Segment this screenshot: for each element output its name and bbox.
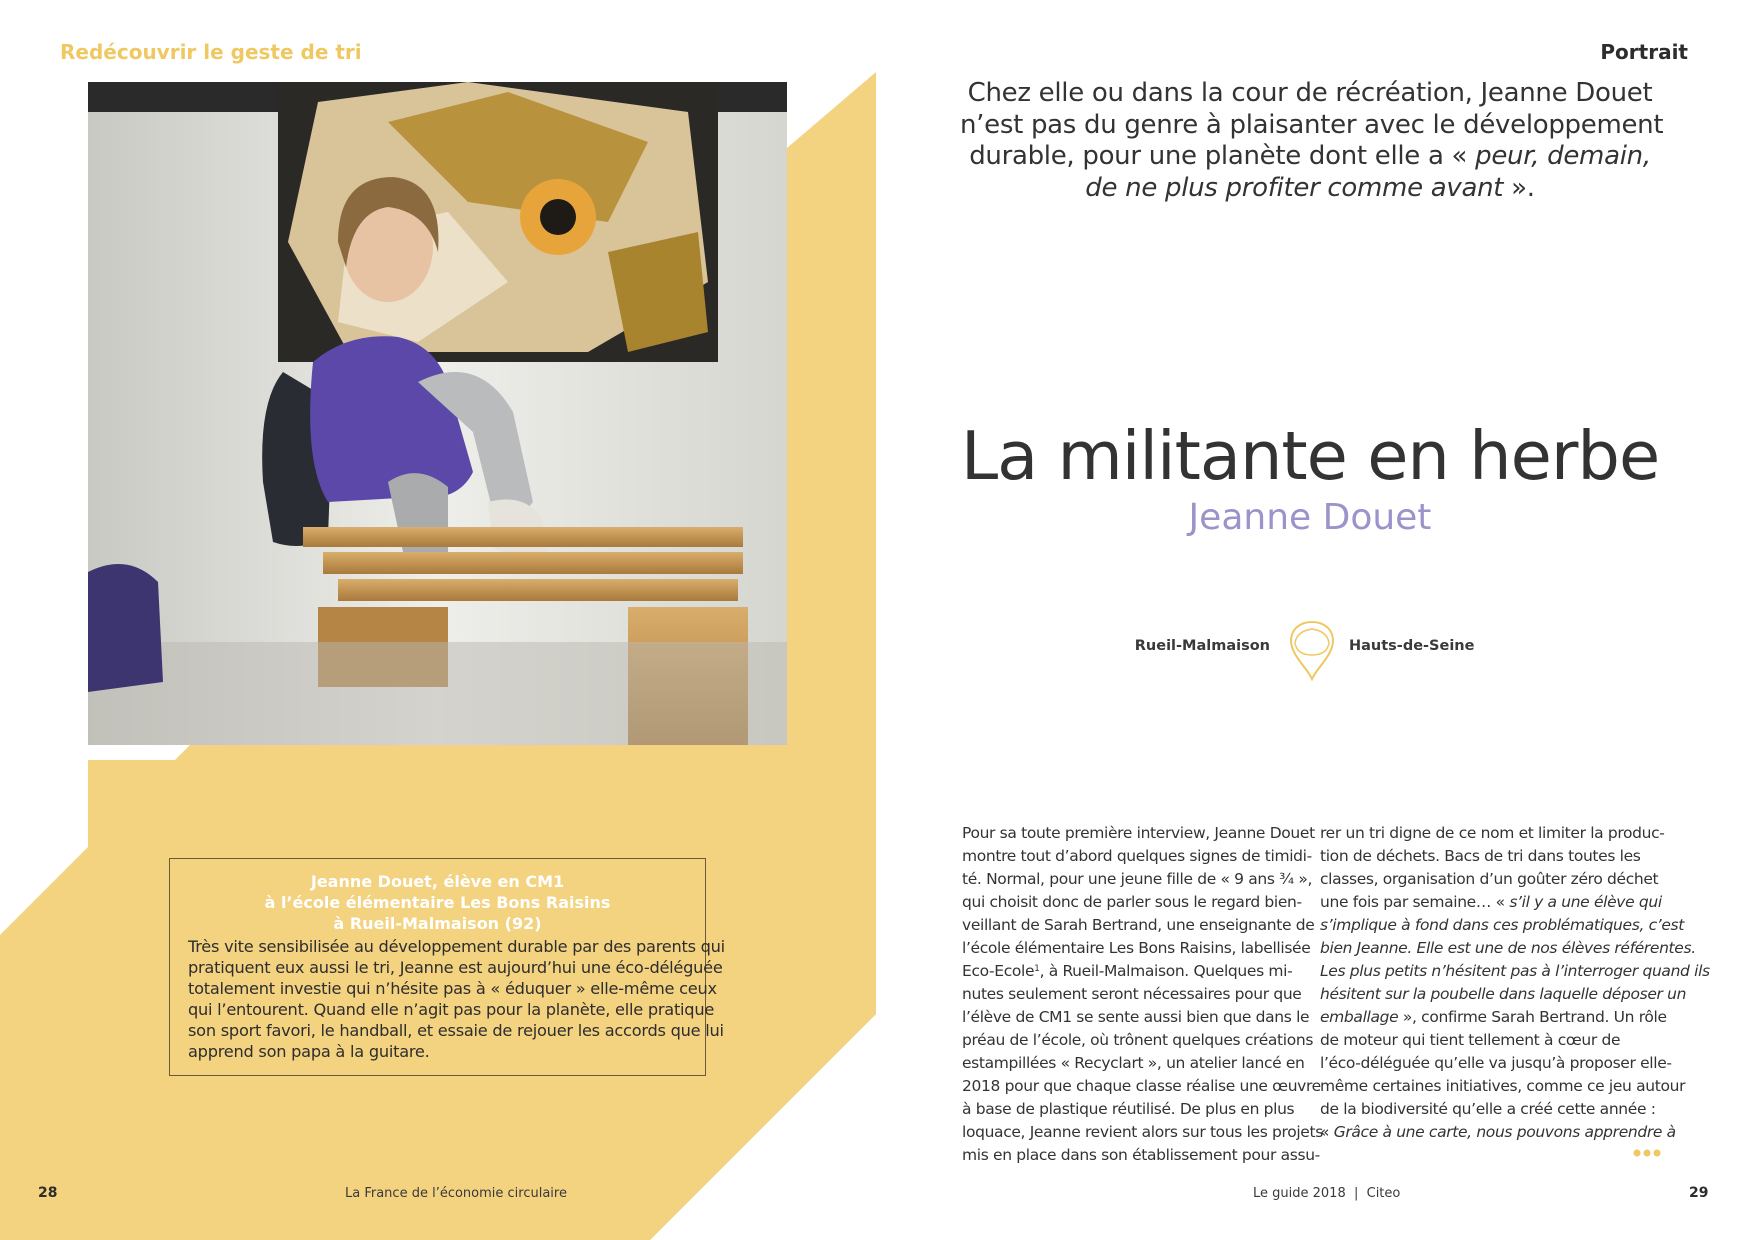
- article-line: Les plus petits n’hésitent pas à l’interroger quand ils: [1320, 962, 1710, 980]
- article-line: hésitent sur la poubelle dans laquelle déposer un: [1320, 985, 1687, 1003]
- article-text: », confirme Sarah Bertrand. Un rôle: [1398, 1008, 1667, 1026]
- subject-name: Jeanne Douet: [1188, 497, 1432, 538]
- caption-line: qui l’entourent. Quand elle n’agit pas pour la planète, elle pratique: [188, 1000, 715, 1019]
- article-line: rer un tri digne de ce nom et limiter la produc-: [1320, 824, 1665, 842]
- article-line: mis en place dans son établissement pour assu-: [962, 1146, 1320, 1164]
- article-line: s’implique à fond dans ces problématiques, c’est: [1320, 916, 1684, 934]
- article-line: montre tout d’abord quelques signes de timidi-: [962, 847, 1312, 865]
- article-line: à base de plastique réutilisé. De plus en plus: [962, 1100, 1295, 1118]
- article-quote: s’il y a une élève qui: [1509, 893, 1662, 911]
- standfirst-quote: peur, demain,: [1475, 141, 1651, 171]
- standfirst-line: Chez elle ou dans la cour de récréation, Jeanne Douet: [967, 78, 1653, 108]
- caption-box: [169, 858, 725, 1076]
- article-line: l’élève de CM1 se sente aussi bien que dans le: [962, 1008, 1310, 1026]
- standfirst-text: durable, pour une planète dont elle a «: [969, 141, 1476, 171]
- article-quote: Grâce à une carte, nous pouvons apprendre à: [1333, 1123, 1676, 1141]
- page-number-left: 28: [38, 1185, 58, 1201]
- footnote-ref: 1: [1034, 964, 1040, 974]
- continued-dots-icon: [1633, 1148, 1661, 1158]
- article-line: bien Jeanne. Elle est une de nos élèves référentes.: [1320, 939, 1696, 957]
- article-line: 2018 pour que chaque classe réalise une œuvre: [962, 1077, 1321, 1095]
- standfirst-line: [960, 173, 1660, 205]
- caption-line: son sport favori, le handball, et essaie de rejouer les accords que lui: [188, 1021, 724, 1040]
- article-quote: emballage: [1320, 1008, 1399, 1026]
- caption-line: Très vite sensibilisée au développement durable par des parents qui: [188, 937, 725, 956]
- article-line: l’école élémentaire Les Bons Raisins, labellisée: [962, 939, 1311, 957]
- article-text: «: [1320, 1123, 1334, 1141]
- caption-line: apprend son papa à la guitare.: [188, 1042, 430, 1061]
- article-line: Pour sa toute première interview, Jeanne Douet: [962, 824, 1315, 842]
- standfirst-line: [960, 141, 1660, 173]
- map-pin-icon: [1287, 619, 1337, 681]
- caption-head-line: à Rueil-Malmaison (92): [333, 914, 542, 933]
- headline: La militante en herbe: [960, 417, 1660, 495]
- article-line: l’éco-déléguée qu’elle va jusqu’à proposer elle-: [1320, 1054, 1672, 1072]
- article-line: loquace, Jeanne revient alors sur tous les projets: [962, 1123, 1323, 1141]
- caption-head-line: Jeanne Douet, élève en CM1: [310, 872, 565, 891]
- standfirst-line: n’est pas du genre à plaisanter avec le développement: [960, 109, 1664, 140]
- article-line: veillant de Sarah Bertrand, une enseignante de: [962, 916, 1315, 934]
- caption-heading: [188, 871, 687, 934]
- article-text: Eco-Ecole: [962, 962, 1035, 980]
- portrait-photo: [88, 82, 787, 745]
- article-line: préau de l’école, où trônent quelques créations: [962, 1031, 1314, 1049]
- location-department: Hauts-de-Seine: [1349, 638, 1475, 654]
- caption-line: pratiquent eux aussi le tri, Jeanne est aujourd’hui une éco-déléguée: [188, 958, 723, 977]
- rubric-label: Portrait: [1600, 40, 1688, 64]
- caption-body: [188, 936, 725, 1062]
- section-label: Redécouvrir le geste de tri: [60, 40, 362, 64]
- article-line: té. Normal, pour une jeune fille de « 9 ans ¾ »,: [962, 870, 1313, 888]
- caption-head-line: à l’école élémentaire Les Bons Raisins: [264, 893, 611, 912]
- article-line: classes, organisation d’un goûter zéro déchet: [1320, 870, 1659, 888]
- footer-publication-title: La France de l’économie circulaire: [345, 1186, 567, 1201]
- article-line: [962, 960, 1317, 983]
- article-line: même certaines initiatives, comme ce jeu autour: [1320, 1077, 1686, 1095]
- article-column-2: [1320, 822, 1710, 1144]
- article-line: [1320, 1121, 1675, 1144]
- article-line: de la biodiversité qu’elle a créé cette année :: [1320, 1100, 1656, 1118]
- standfirst-quote: de ne plus profiter comme avant: [1085, 172, 1504, 203]
- page-number-right: 29: [1689, 1185, 1709, 1201]
- standfirst: [960, 78, 1664, 204]
- article-line: [1320, 891, 1675, 914]
- footer-guide-label: Le guide 2018 | Citeo: [1253, 1186, 1401, 1201]
- article-line: tion de déchets. Bacs de tri dans toutes les: [1320, 847, 1641, 865]
- standfirst-text: ».: [1503, 172, 1535, 203]
- article-column-1: [962, 822, 1323, 1167]
- caption-line: totalement investie qui n’hésite pas à « éduquer » elle-même ceux: [188, 979, 717, 998]
- article-line: de moteur qui tient tellement à cœur de: [1320, 1031, 1621, 1049]
- location-city: Rueil-Malmaison: [1134, 638, 1270, 654]
- article-line: [1320, 1006, 1675, 1029]
- article-line: nutes seulement seront nécessaires pour que: [962, 985, 1302, 1003]
- article-line: estampillées « Recyclart », un atelier lancé en: [962, 1054, 1305, 1072]
- article-line: qui choisit donc de parler sous le regard bien-: [962, 893, 1302, 911]
- article-text: une fois par semaine… «: [1320, 893, 1510, 911]
- article-text: , à Rueil-Malmaison. Quelques mi-: [1039, 962, 1293, 980]
